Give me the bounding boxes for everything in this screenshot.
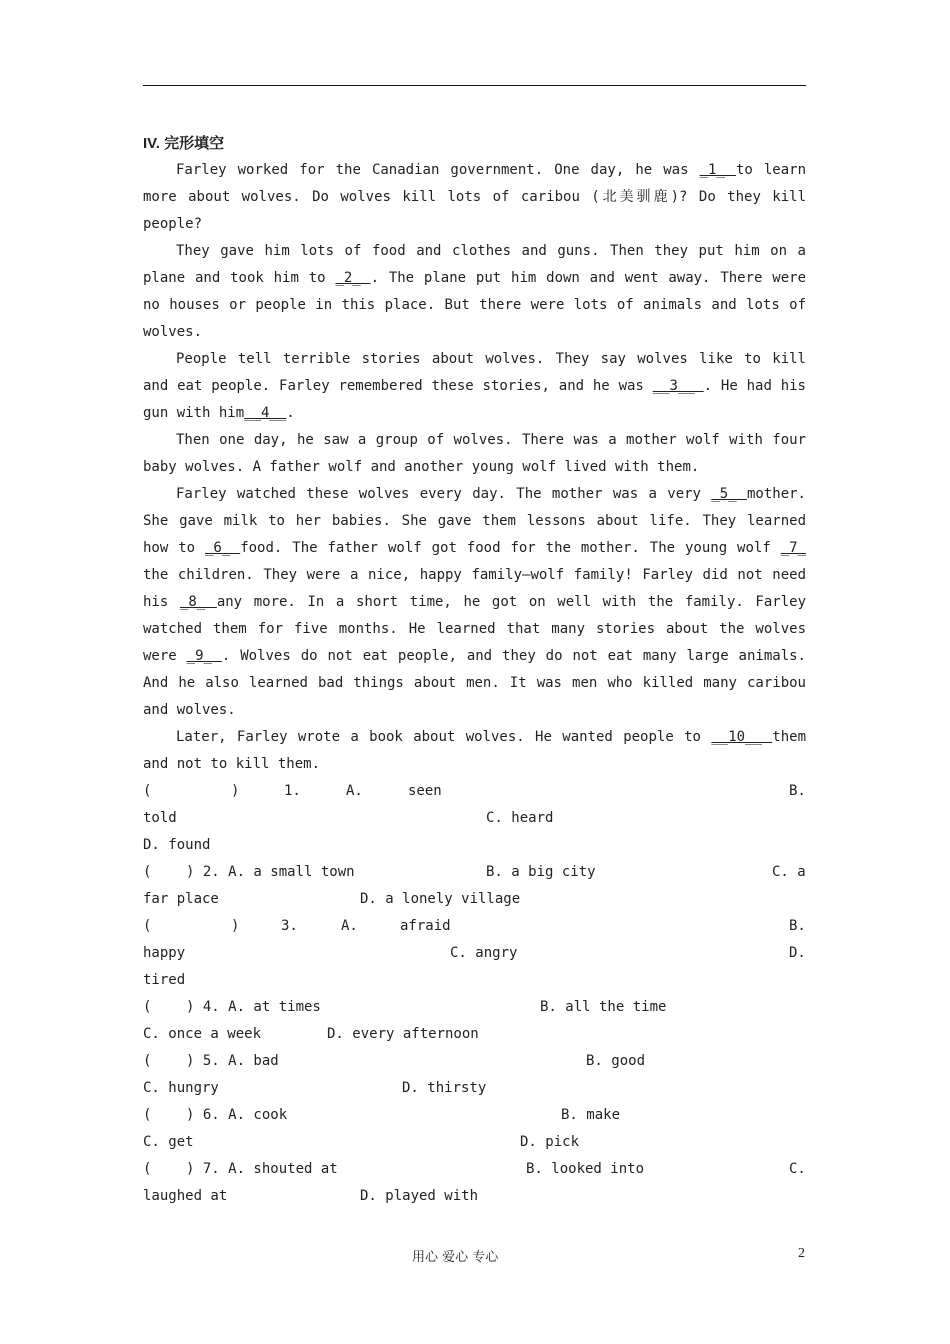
question-text: D. (789, 945, 806, 961)
question-text: D. pick (520, 1134, 580, 1150)
passage-text: Farley worked for the Canadian government. One day, he was (176, 162, 700, 178)
question-line (143, 967, 806, 994)
answer-blank: _8_ (179, 594, 217, 610)
answer-blank: _5_ (711, 486, 747, 502)
passage-text: to learn more about wolves. Do wolves kill lots of caribou (北美驯鹿)? Do they kill people? (143, 162, 806, 232)
question-line (143, 913, 806, 940)
question-line (143, 1021, 806, 1048)
question-text: ( (143, 1053, 152, 1069)
question-line (143, 1075, 806, 1102)
question-text: ) (231, 918, 240, 934)
question-text: ( (143, 999, 152, 1015)
question-text: D. played with (360, 1188, 479, 1204)
passage-text: People tell terrible stories about wolves. They say wolves like to kill and eat people. Farley remembered these stories, and he was (143, 351, 806, 394)
question-text: ) 5. A. bad (186, 1053, 279, 1069)
answer-blank: __4__ (244, 405, 287, 421)
passage-paragraph (143, 481, 806, 724)
question-line (143, 940, 806, 967)
passage-text: Later, Farley wrote a book about wolves. He wanted people to (176, 729, 712, 745)
question-text: ( (143, 1161, 152, 1177)
question-line (143, 832, 806, 859)
answer-blank: _7_ (780, 540, 806, 556)
questions (143, 778, 806, 1210)
question-text: happy (143, 945, 186, 961)
question-text: D. thirsty (402, 1080, 487, 1096)
passage-text: the children. They were a nice, happy family—wolf family! Farley did not need his (143, 567, 806, 610)
question-line (143, 1183, 806, 1210)
question-text: told (143, 810, 177, 826)
question-text: B. a big city (486, 864, 596, 880)
question-line (143, 778, 806, 805)
question-text: D. found (143, 837, 211, 853)
passage-text: Then one day, he saw a group of wolves. There was a mother wolf with four baby wolves. A father wolf and another young wolf lived with them. (143, 432, 806, 475)
question-text: far place (143, 891, 219, 907)
passage-text: They gave him lots of food and clothes and guns. Then they put him on a plane and took him to (143, 243, 806, 286)
question-text: A. (341, 918, 358, 934)
passage-text: . Wolves do not eat people, and they do not eat many large animals. And he also learned bad things about men. It was men who killed many caribou and wolves. (143, 648, 806, 718)
question-text: 1. (284, 783, 301, 799)
question-text: A. (346, 783, 363, 799)
passage-text: mother. She gave milk to her babies. She gave them lessons about life. They learned how to (143, 486, 806, 556)
question-text: B. make (561, 1107, 621, 1123)
question-line (143, 994, 806, 1021)
question-text: ) 6. A. cook (186, 1107, 288, 1123)
footer-text: 用心 爱心 专心 (412, 1250, 499, 1265)
answer-blank: _6_ (204, 540, 241, 556)
question-text: B. good (586, 1053, 646, 1069)
content (143, 130, 806, 1210)
question-text: D. every afternoon (327, 1026, 479, 1042)
passage (143, 157, 806, 778)
passage-text: any more. In a short time, he got on well with the family. Farley watched them for five months. He learned that many stories about the wolves were (143, 594, 807, 664)
question-line (143, 1102, 806, 1129)
passage-text: Farley watched these wolves every day. The mother was a very (176, 486, 712, 502)
answer-blank: __10__ (711, 729, 773, 745)
answer-blank: __3__ (652, 378, 704, 394)
question-text: B. all the time (540, 999, 667, 1015)
question-text: afraid (400, 918, 451, 934)
passage-paragraph (143, 157, 806, 238)
passage-text: . The plane put him down and went away. There were no houses or people in this place. But there were lots of animals and lots of wolves. (143, 270, 807, 340)
question-text: C. a (772, 864, 806, 880)
question-text: C. get (143, 1134, 194, 1150)
question-line (143, 886, 806, 913)
question-text: laughed at (143, 1188, 228, 1204)
answer-blank: _1_ (699, 162, 736, 178)
passage-paragraph (143, 238, 806, 346)
answer-blank: _9_ (186, 648, 222, 664)
passage-paragraph (143, 346, 806, 427)
question-text: B. (789, 783, 806, 799)
question-text: ) 7. A. shouted at (186, 1161, 338, 1177)
question-text: ) (231, 783, 240, 799)
question-text: D. a lonely village (360, 891, 521, 907)
page-number: 2 (798, 1246, 805, 1261)
question-text: ( (143, 864, 152, 880)
question-line (143, 859, 806, 886)
question-line (143, 1129, 806, 1156)
question-text: 3. (281, 918, 298, 934)
question-text: C. heard (486, 810, 554, 826)
question-line (143, 805, 806, 832)
question-text: ) 4. A. at times (186, 999, 321, 1015)
passage-text: food. The father wolf got food for the mother. The young wolf (240, 540, 781, 556)
question-text: C. angry (450, 945, 518, 961)
answer-blank: _2_ (335, 270, 371, 286)
question-text: C. (789, 1161, 806, 1177)
question-text: seen (408, 783, 442, 799)
question-text: B. (789, 918, 806, 934)
header-rule (143, 85, 806, 86)
question-line (143, 1156, 806, 1183)
passage-text: them and not to kill them. (143, 729, 806, 772)
question-text: ( (143, 918, 152, 934)
footer (0, 1246, 950, 1270)
passage-paragraph (143, 724, 806, 778)
question-text: C. once a week (143, 1026, 262, 1042)
question-text: ( (143, 1107, 152, 1123)
question-text: C. hungry (143, 1080, 219, 1096)
question-text: ( (143, 783, 152, 799)
passage-text: . (286, 405, 295, 421)
passage-text: . He had his gun with him (143, 378, 806, 421)
section-heading: IV. 完形填空 (143, 135, 225, 152)
question-text: tired (143, 972, 186, 988)
passage-paragraph (143, 427, 806, 481)
question-text: B. looked into (526, 1161, 645, 1177)
question-line (143, 1048, 806, 1075)
question-text: ) 2. A. a small town (186, 864, 355, 880)
